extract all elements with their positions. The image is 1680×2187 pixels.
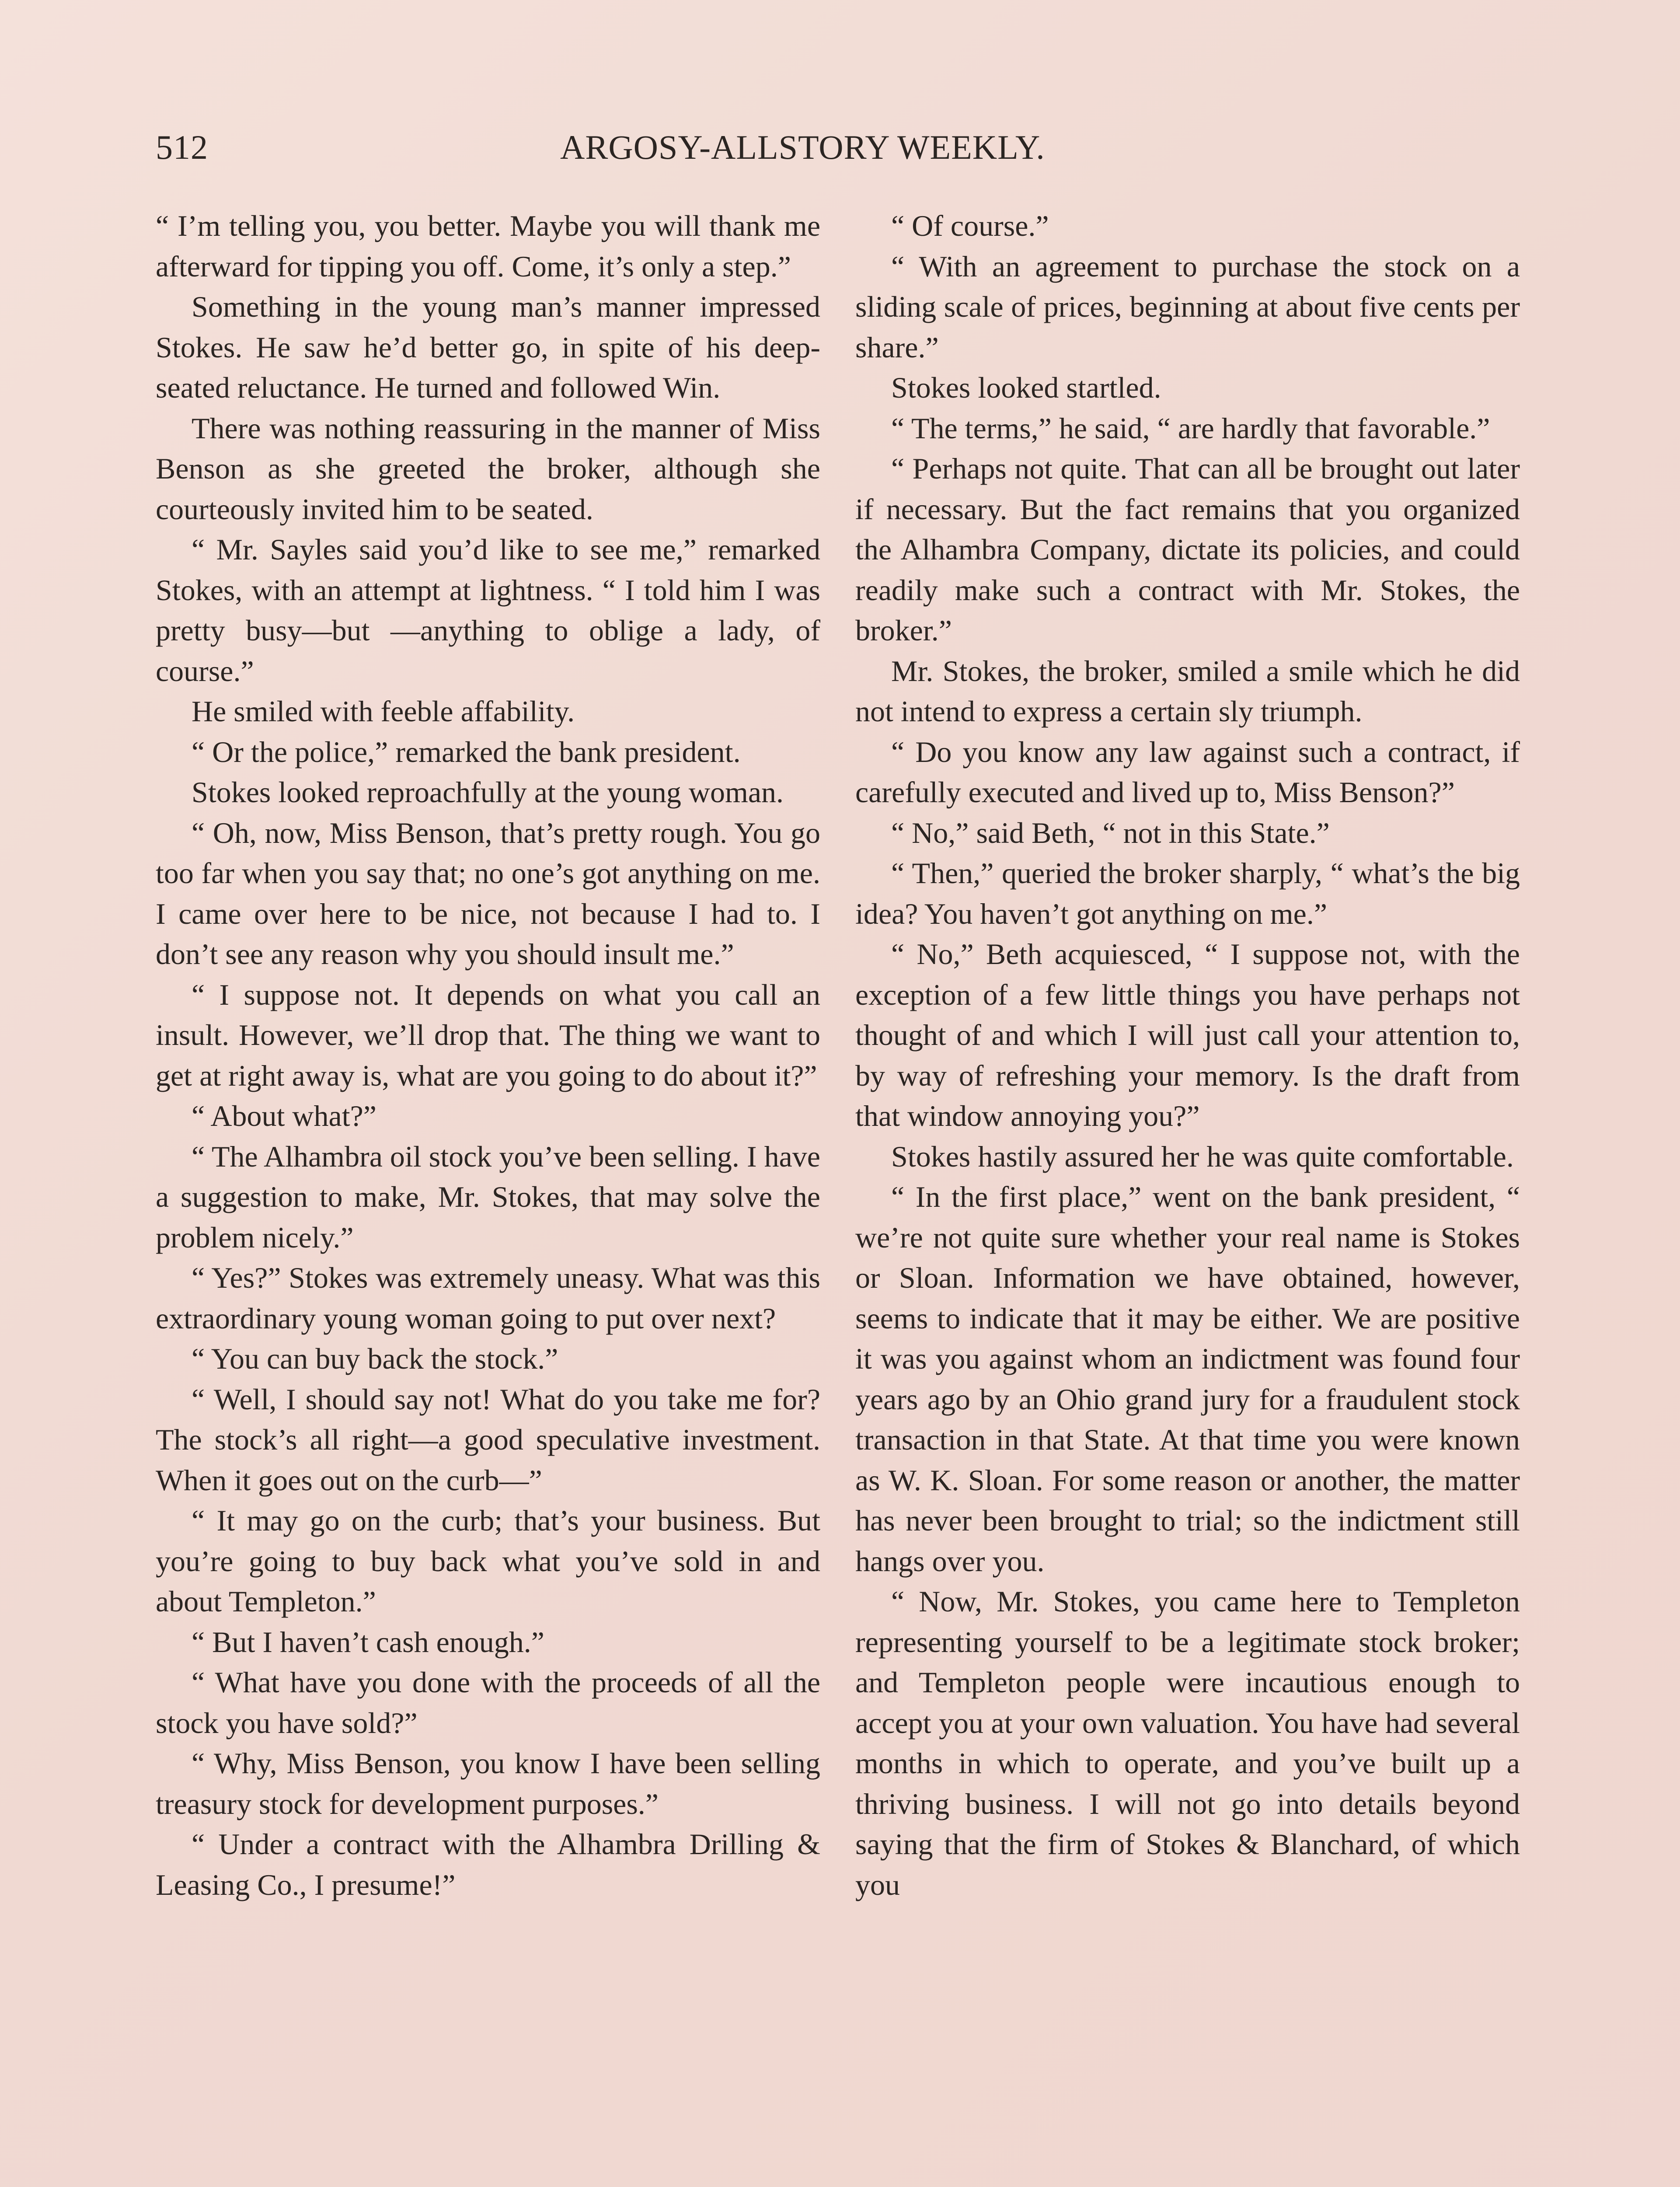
left-column bbox=[156, 206, 820, 1905]
paragraph: “ I’m telling you, you better. Maybe you will thank me afterward for tipping you off. Come, it’s only a step.” bbox=[156, 209, 820, 283]
paragraph: “ No,” said Beth, “ not in this State.” bbox=[891, 816, 1330, 849]
paragraph: “ No,” Beth acquiesced, “ I suppose not, with the exception of a few little things you have perhaps not thought of and which I will just call your attention to, by way of refreshing your memory. Is the draft from that window annoying you?” bbox=[855, 937, 1520, 1132]
page-number: 512 bbox=[156, 128, 208, 166]
paragraph: “ But I haven’t cash enough.” bbox=[192, 1625, 544, 1659]
page-header bbox=[156, 123, 1113, 171]
paragraph: “ Then,” queried the broker sharply, “ what’s the big idea? You haven’t got anything on me.” bbox=[855, 856, 1520, 930]
paragraph: “ Why, Miss Benson, you know I have been selling treasury stock for development purposes.” bbox=[156, 1747, 820, 1820]
paragraph: “ You can buy back the stock.” bbox=[192, 1342, 558, 1375]
paragraph: “ In the first place,” went on the bank president, “ we’re not quite sure whether your real name is Stokes or Sloan. Information we have obtained, however, seems to indicate that it may be either. We are positive it was you against whom an indictment was found four years ago by an Ohio grand jury for a fraudulent stock transaction in that State. At that time you were known as W. K. Sloan. For some reason or another, the matter has never been brought to trial; so the indictment still hangs over you. bbox=[855, 1180, 1520, 1578]
paragraph: “ I suppose not. It depends on what you call an insult. However, we’ll drop that. The thing we want to get at right away is, what are you going to do about it?” bbox=[156, 978, 820, 1092]
running-title: ARGOSY-ALLSTORY WEEKLY. bbox=[560, 128, 1045, 166]
paragraph: “ Now, Mr. Stokes, you came here to Templeton representing yourself to be a legitimate stock broker; and Templeton people were incautious enough to accept you at your own valuation. You have had several months in which to operate, and you’ve built up a thriving business. I will not go into details beyond saying that the firm of Stokes & Blanchard, of which you bbox=[855, 1585, 1520, 1901]
paragraph: “ Oh, now, Miss Benson, that’s pretty rough. You go too far when you say that; no one’s got anything on me. I came over here to be nice, not because I had to. I don’t see any reason why you should insult me.” bbox=[156, 816, 820, 971]
paragraph: “ The Alhambra oil stock you’ve been selling. I have a suggestion to make, Mr. Stokes, that may solve the problem nicely.” bbox=[156, 1139, 820, 1254]
paragraph: “ Yes?” Stokes was extremely uneasy. What was this extraordinary young woman going to put over next? bbox=[156, 1261, 820, 1335]
paragraph: “ Well, I should say not! What do you take me for? The stock’s all right—a good speculative investment. When it goes out on the curb—” bbox=[156, 1382, 820, 1497]
paragraph: “ It may go on the curb; that’s your business. But you’re going to buy back what you’ve sold in and about Templeton.” bbox=[156, 1504, 820, 1618]
paragraph: He smiled with feeble affability. bbox=[192, 695, 575, 728]
paragraph: “ With an agreement to purchase the stock on a sliding scale of prices, beginning at about five cents per share.” bbox=[855, 249, 1520, 364]
paragraph: Mr. Stokes, the broker, smiled a smile which he did not intend to express a certain sly triumph. bbox=[855, 654, 1520, 728]
paragraph: “ Or the police,” remarked the bank president. bbox=[192, 735, 741, 769]
right-column bbox=[855, 206, 1520, 1905]
paragraph: Stokes hastily assured her he was quite comfortable. bbox=[891, 1139, 1514, 1173]
paragraph: There was nothing reassuring in the manner of Miss Benson as she greeted the broker, although she courteously invited him to be seated. bbox=[156, 411, 820, 526]
paragraph: “ The terms,” he said, “ are hardly that favorable.” bbox=[891, 411, 1490, 445]
paragraph: “ About what?” bbox=[192, 1099, 376, 1132]
paragraph: “ What have you done with the proceeds of all the stock you have sold?” bbox=[156, 1666, 820, 1740]
paragraph: Stokes looked reproachfully at the young woman. bbox=[192, 776, 784, 809]
paragraph: Something in the young man’s manner impressed Stokes. He saw he’d better go, in spite of his deep-seated reluctance. He turned and followed Win. bbox=[156, 290, 820, 404]
paragraph: “ Under a contract with the Alhambra Drilling & Leasing Co., I presume!” bbox=[156, 1827, 820, 1901]
paragraph: “ Mr. Sayles said you’d like to see me,” remarked Stokes, with an attempt at lightness. “ I told him I was pretty busy—but —anything to oblige a lady, of course.” bbox=[156, 533, 820, 688]
paragraph: Stokes looked startled. bbox=[891, 371, 1161, 404]
paragraph: “ Perhaps not quite. That can all be brought out later if necessary. But the fact remains that you organized the Alhambra Company, dictate its policies, and could readily make such a contract with Mr. Stokes, the broker.” bbox=[855, 452, 1520, 647]
paragraph: “ Do you know any law against such a contract, if carefully executed and lived up to, Miss Benson?” bbox=[855, 735, 1520, 809]
paragraph: “ Of course.” bbox=[891, 209, 1049, 242]
